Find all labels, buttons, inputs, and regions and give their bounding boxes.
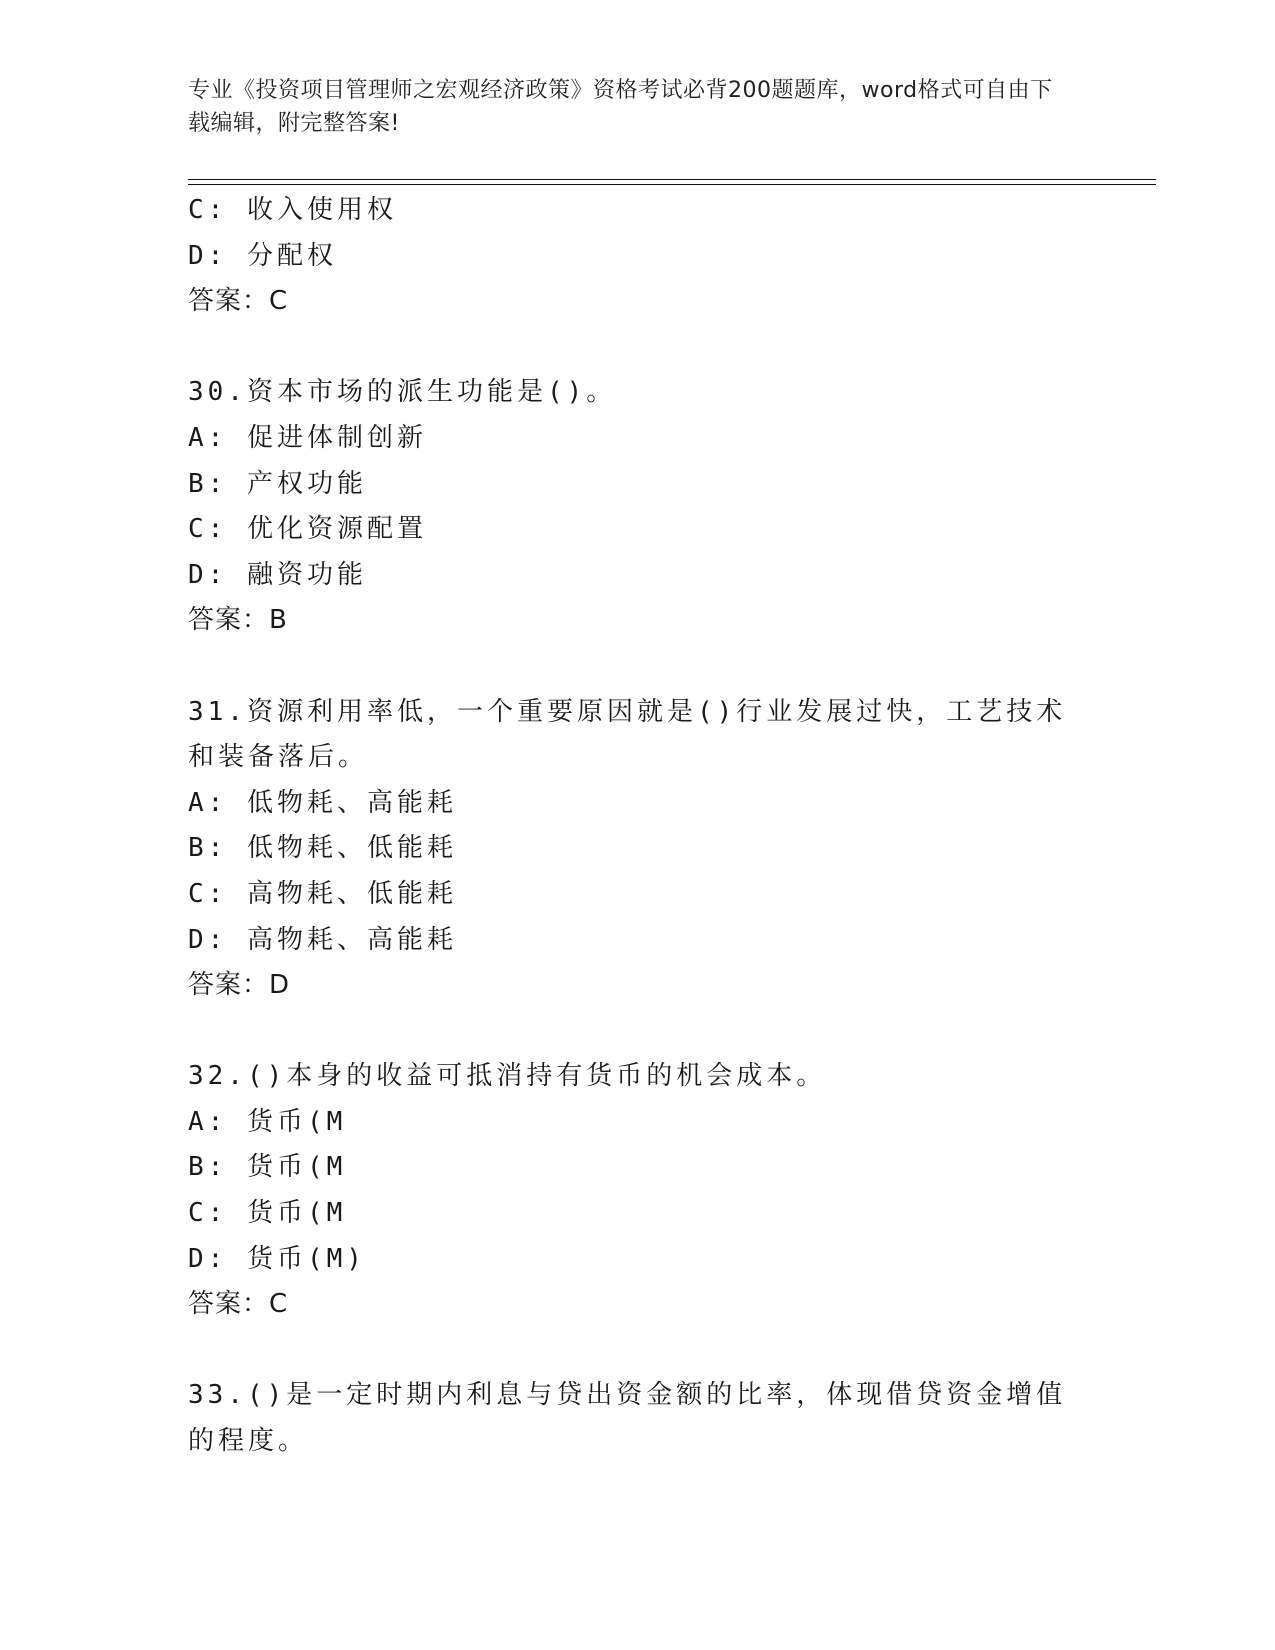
- option-line: D: 融资功能: [188, 559, 367, 590]
- spacer: [188, 644, 1088, 690]
- question-33: [188, 1373, 1088, 1464]
- question-32: [188, 1054, 1088, 1328]
- spacer: [188, 1009, 1088, 1055]
- answer-line: 答案：B: [188, 605, 288, 636]
- partial-question: [188, 188, 1088, 325]
- option-line: A: 促进体制创新: [188, 422, 427, 453]
- spacer: [188, 325, 1088, 371]
- question-stem: 30.资本市场的派生功能是()。: [188, 377, 617, 408]
- option-line: B: 货币(M: [188, 1152, 347, 1183]
- question-stem: 32.()本身的收益可抵消持有货币的机会成本。: [188, 1061, 827, 1092]
- spacer: [188, 1328, 1088, 1374]
- question-30: [188, 370, 1088, 644]
- question-31: [188, 690, 1088, 1009]
- option-line: D: 分配权: [188, 240, 337, 271]
- document-body: [188, 188, 1088, 1465]
- header-divider-bottom: [188, 184, 1156, 185]
- option-line: B: 产权功能: [188, 468, 367, 499]
- answer-line: 答案：C: [188, 1289, 289, 1320]
- option-line: A: 货币(M: [188, 1106, 347, 1137]
- option-line: C: 优化资源配置: [188, 514, 427, 545]
- option-line: D: 货币(M): [188, 1243, 366, 1274]
- header-divider-top: [188, 179, 1156, 180]
- option-line: B: 低物耗、低能耗: [188, 833, 457, 864]
- answer-line: 答案：C: [188, 286, 289, 317]
- option-line: A: 低物耗、高能耗: [188, 787, 457, 818]
- document-header: 专业《投资项目管理师之宏观经济政策》资格考试必背200题题库，word格式可自由下载编辑，附完整答案!: [188, 78, 1053, 136]
- question-stem: 31.资源利用率低，一个重要原因就是()行业发展过快，工艺技术和装备落后。: [188, 696, 1067, 773]
- answer-line: 答案：D: [188, 970, 291, 1001]
- option-line: C: 货币(M: [188, 1198, 347, 1229]
- option-line: C: 收入使用权: [188, 195, 397, 225]
- option-line: C: 高物耗、低能耗: [188, 878, 457, 909]
- option-line: D: 高物耗、高能耗: [188, 924, 457, 955]
- question-stem: 33.()是一定时期内利息与贷出资金额的比率，体现借贷资金增值的程度。: [188, 1380, 1067, 1457]
